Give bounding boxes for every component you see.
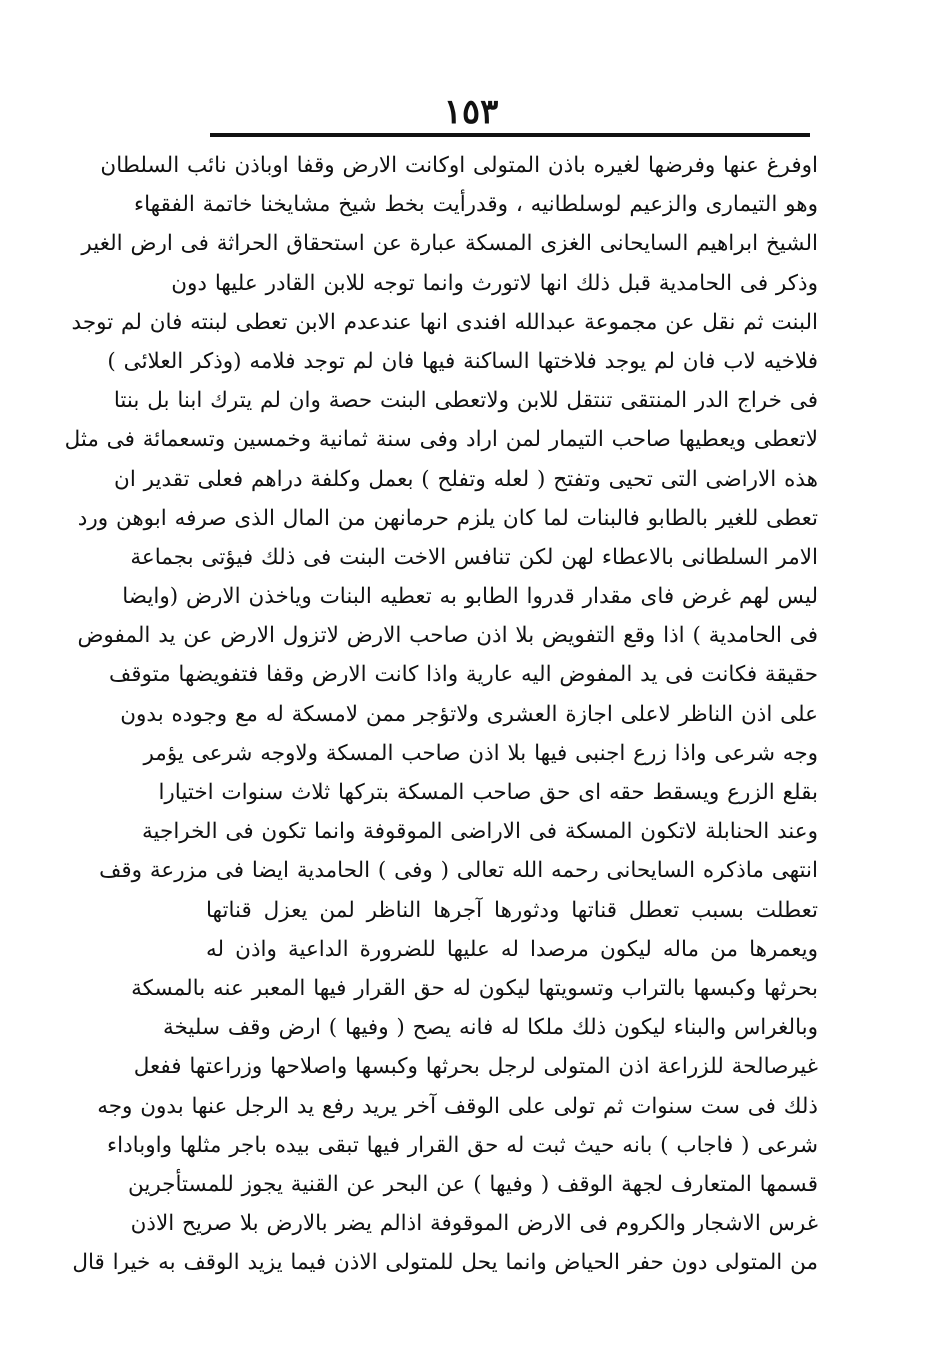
text-line: تعطى للغير بالطابو فالبنات لما كان يلزم حرمانهن من المال الذى صرفه ابوهن ورد <box>77 505 818 531</box>
text-line: انتهى ماذكره السايحانى رحمه الله تعالى ( وفى ) الحامدية ايضا فى مزرعة وقف <box>99 858 818 884</box>
header-rule <box>210 133 810 137</box>
text-line: غرس الاشجار والكروم فى الارض الموقوفة اذالم يضر بالارض بلا صريح الاذن <box>130 1211 818 1237</box>
text-line: وعند الحنابلة لاتكون المسكة فى الاراضى الموقوفة وانما تكون فى الخراجية <box>142 819 818 845</box>
text-line: وجه شرعى واذا زرع اجنبى فيها بلا اذن صاحب المسكة ولاوجه شرعى يؤمر <box>143 740 818 766</box>
text-line: هذه الاراضى التى تحيى وتفتح ( لعله وتفلح ) بعمل وكلفة دراهم فعلى تقدير ان <box>114 466 818 492</box>
text-line: بقلع الزرع ويسقط حقه اى حق صاحب المسكة بتركها ثلاث سنوات اختيارا <box>158 780 818 805</box>
text-line: من المتولى دون حفر الحياض وانما يحل للمتولى الاذن فيما يزيد الوقف به خيرا قال <box>72 1250 818 1276</box>
text-line: البنت ثم نقل عن مجموعة عبدالله افندى انها عندعدم الابن تعطى لبنته فان لم توجد <box>71 309 818 335</box>
text-line: وهو التيمارى والزعيم لوسلطانيه ، وقدرأيت بخط شيخ مشايخنا خاتمة الفقهاء <box>134 192 818 218</box>
text-line: قسمها المتعارف لجهة الوقف ( وفيها ) عن البحر عن القنية يجوز للمستأجرين <box>127 1171 818 1197</box>
page-number: ١٥٣ <box>443 92 499 132</box>
text-line: فى الحامدية ) اذا وقع التفويض بلا اذن صاحب الارض لاتزول الارض عن يد المفوض <box>77 623 818 649</box>
text-line: فى خراج الدر المنتقى تنتقل للابن ولاتعطى البنت حصة وان لم يترك ابنا بل بنتا <box>113 388 818 414</box>
text-line: ويعمرها من ماله ليكون مرصدا له عليها للضرورة الداعية واذن له <box>206 936 818 962</box>
text-line: ليس لهم غرض فاى مقدار قدروا الطابو به تعطيه البنات وياخذن الارض (وايضا <box>122 584 818 610</box>
text-line: شرعى ( فاجاب ) بانه حيث ثبت له حق القرار فيها تبقى بيده باجر مثلها واوباداء <box>107 1132 818 1158</box>
text-line: وذكر فى الحامدية قبل ذلك انها لاتورث وانما توجه للابن القادر عليها دون <box>171 270 818 296</box>
text-line: حقيقة فكانت فى يد المفوض اليه عارية واذا كانت الارض وقفا فتفويضها متوقف <box>108 662 818 688</box>
text-line: وبالغراس والبناء ليكون ذلك ملكا له فانه يصح ( وفيها ) ارض وقف سليخة <box>162 1015 818 1041</box>
text-line: الامر السلطانى بالاعطاء لهن لكن تنافس الاخت البنت فى ذلك فيؤتى بجماعة <box>130 544 818 570</box>
text-line: غيرصالحة للزراعة اذن المتولى لرجل بحرثها وكبسها واصلاحها وزراعتها ففعل <box>133 1054 818 1080</box>
text-line: ذلك فى ست سنوات ثم تولى على الوقف آخر يريد رفع يد الرجل عنها بدون وجه <box>97 1093 818 1119</box>
text-body <box>64 146 818 1282</box>
text-line: بحرثها وكبسها بالتراب وتسويتها ليكون له حق القرار فيها المعبر عنه بالمسكة <box>131 975 818 1001</box>
text-line: تعطلت بسبب تعطل قناتها ودثورها آجرها الناظر لمن يعزل قناتها <box>206 897 818 923</box>
text-line: فلاخيه لاب فان لم يوجد فلاختها الساكنة فيها فان لم توجد فلامه (وذكر العلائى ) <box>107 348 818 374</box>
text-line: على اذن الناظر لاعلى اجازة العشرى ولاتؤجر ممن لامسكة له مع وجوده بدون <box>120 701 818 727</box>
text-line: الشيخ ابراهيم السايحانى الغزى المسكة عبارة عن استحقاق الحراثة فى ارض الغير <box>81 231 818 257</box>
text-line: لاتعطى ويعطيها صاحب التيمار لمن اراد وفى سنة ثمانية وخمسين وتسعمائة فى مثل <box>64 427 818 453</box>
text-line: اوفرغ عنها وفرضها لغيره باذن المتولى اوكانت الارض وقفا اوباذن نائب السلطان <box>100 153 818 178</box>
